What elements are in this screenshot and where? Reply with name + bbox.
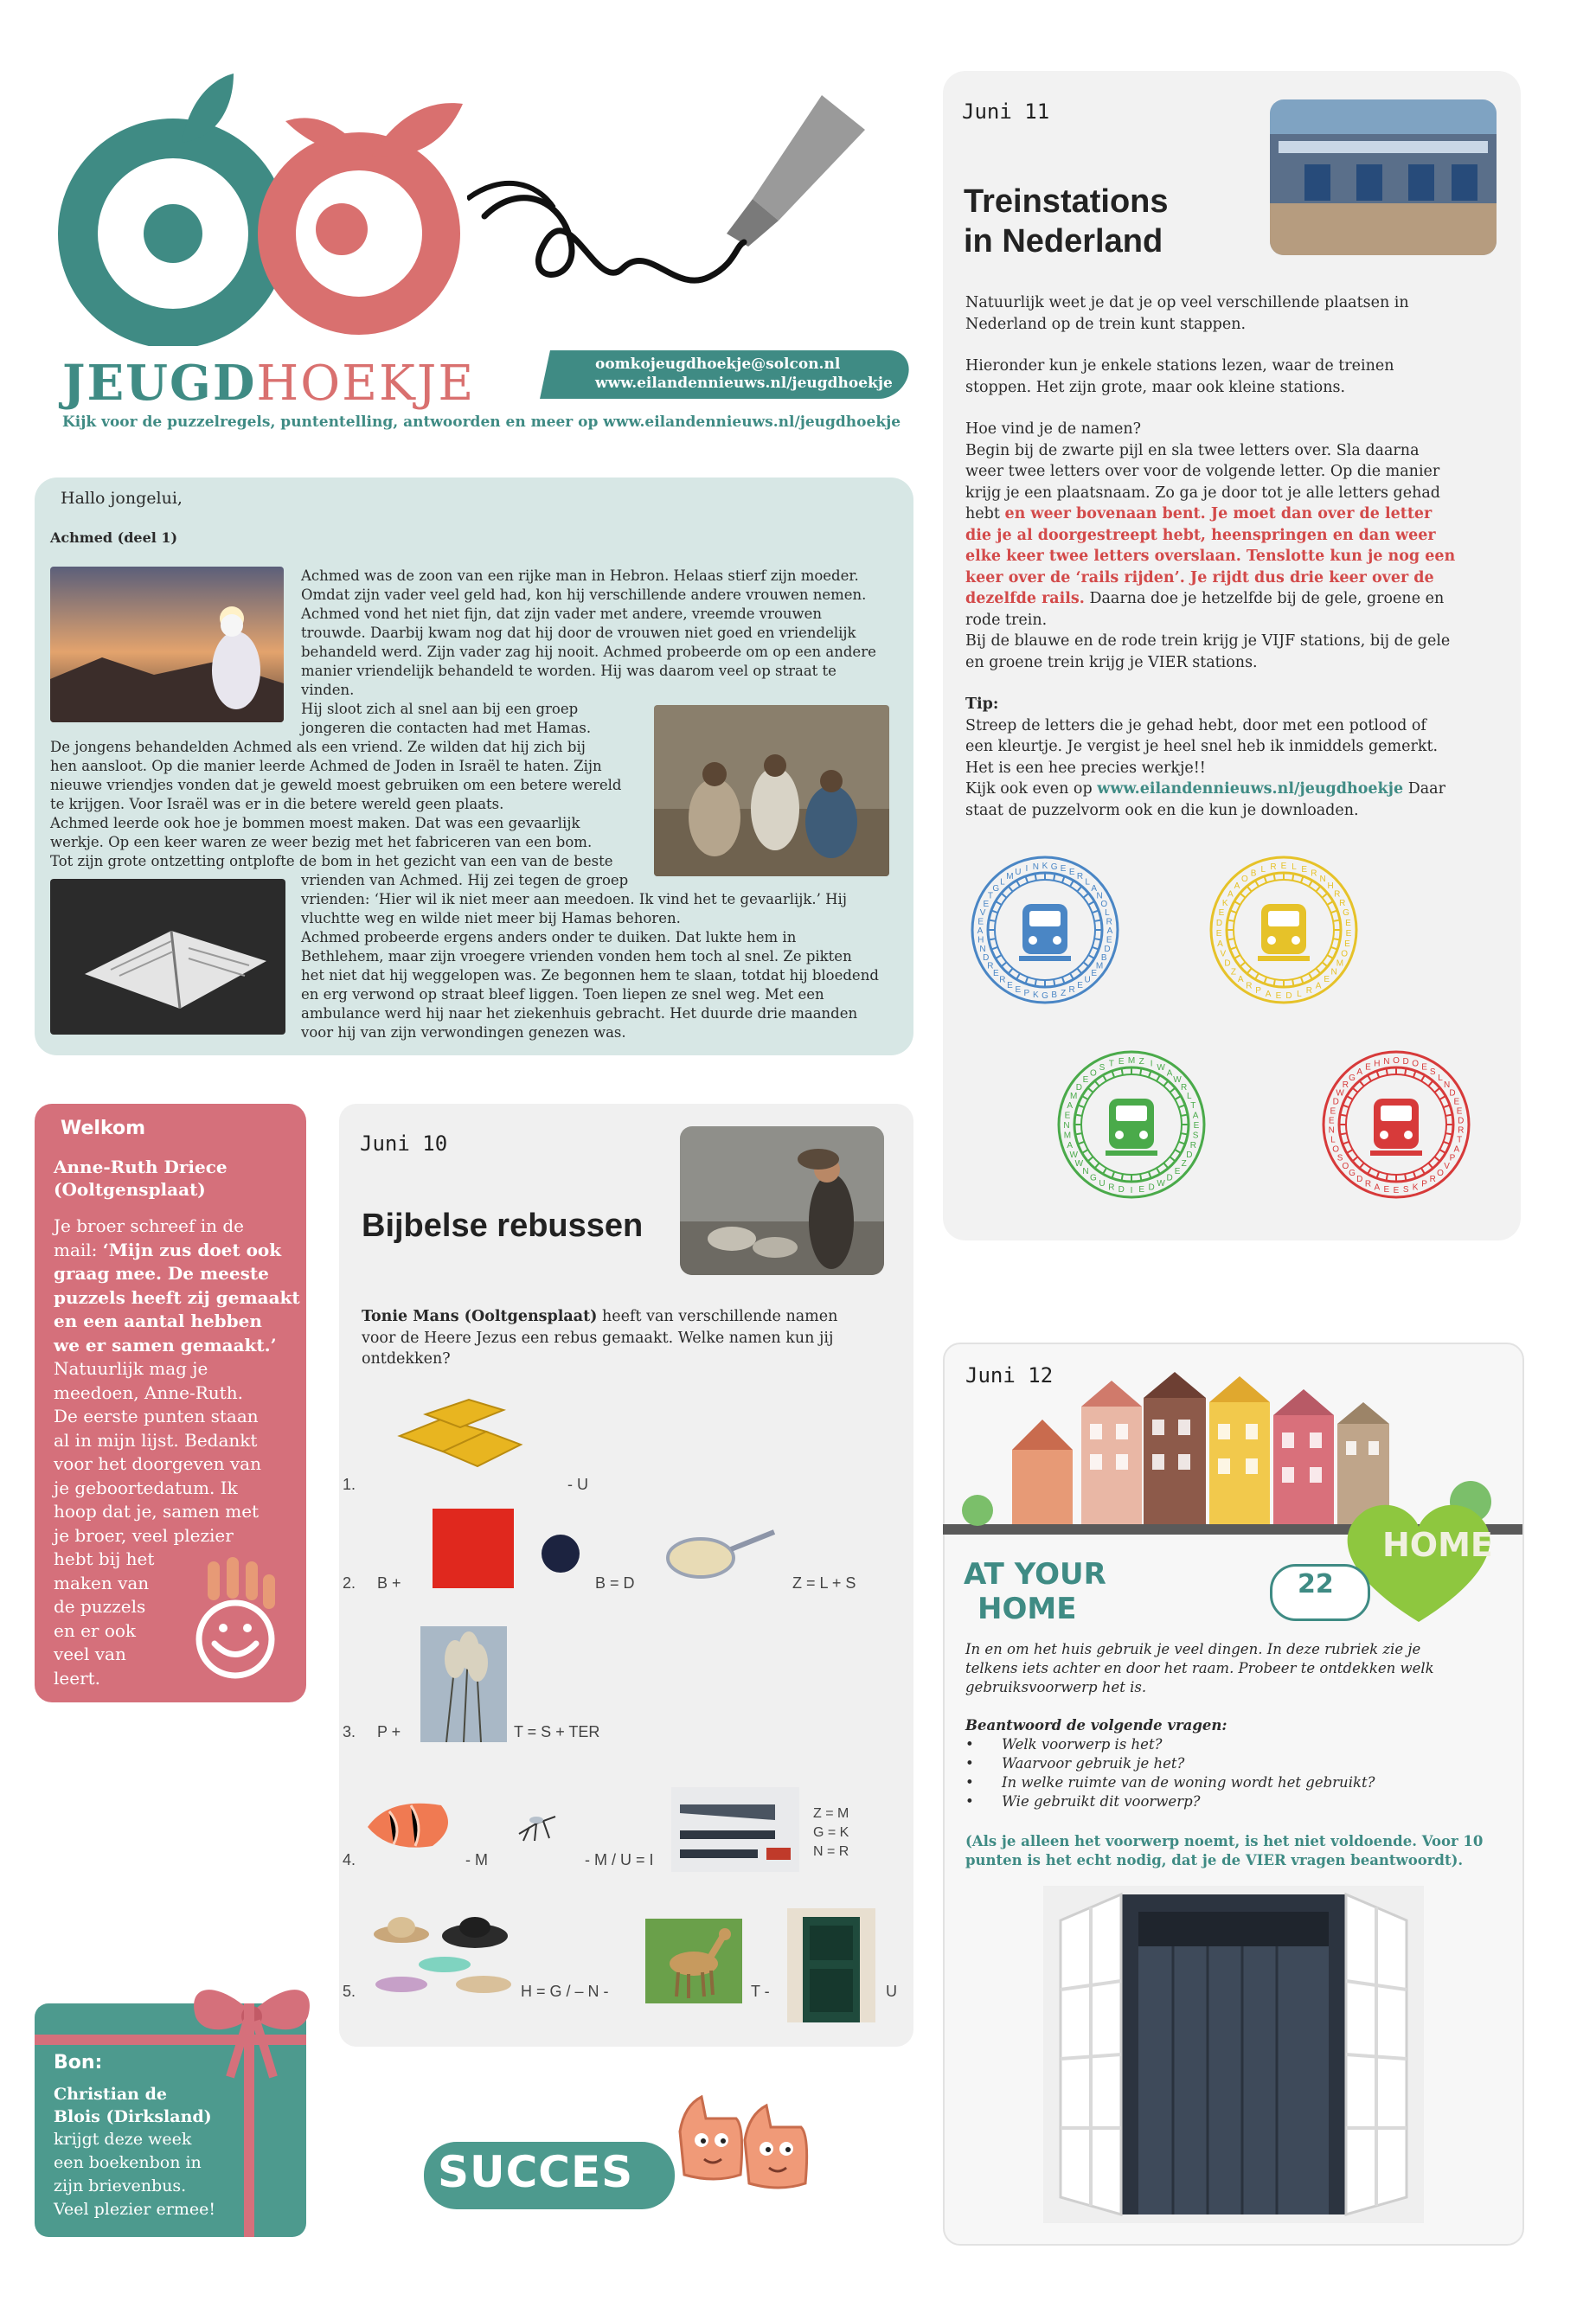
wheel-letter: A xyxy=(1106,926,1113,936)
wheel-letter: V xyxy=(979,907,986,918)
rebus-4-part-1: - M xyxy=(465,1851,488,1868)
wheel-letter: G xyxy=(1042,991,1048,1001)
wheel-letter: R xyxy=(1311,868,1317,879)
hallo-text-top: Achmed was de zoon van een rijke man in Hebron. Helaas stierf zijn moeder. Omdat zijn vader veel geld had, kon hij verschillende andere vrouwen nemen. Achmed vond het niet fijn, dat zijn vader met andere, vreemde vrouwen trouwde. Daarbij kwam nog dat hij door de vrouwen niet goed en vriendelijk behandeld werd. Zijn vader zag hij nooit. Achmed probeerde om op een andere manier vriendelijk behandeld te worden. Hij was daarom veel op straat te vinden. Hij sloot zich al snel aan bij een groep jongeren die contacten had met Hamas. xyxy=(301,567,876,736)
wheel-letter: A xyxy=(1227,889,1234,900)
wheel-letter: W xyxy=(1074,1159,1084,1170)
photo-quran xyxy=(50,879,285,1035)
wheel-letter: D xyxy=(1224,958,1231,969)
wheel-letter: N xyxy=(1444,1080,1451,1091)
home-brand: AT YOUR HOME xyxy=(964,1557,1106,1626)
wheel-letter: B xyxy=(1250,868,1257,879)
rebus-1-part-1: - U xyxy=(567,1476,588,1493)
wheel-letter: V xyxy=(1220,949,1227,959)
window-illustration xyxy=(1043,1886,1424,2223)
pen-illustration xyxy=(467,69,900,346)
bon-text: krijgt deze week een boekenbon in zijn brievenbus. Veel plezier ermee! xyxy=(54,2130,215,2219)
wheel-letter: R xyxy=(1305,985,1313,996)
welkom-line: leert. xyxy=(54,1667,101,1689)
wheel-letter: R xyxy=(1458,1125,1465,1136)
wheel-letter: E xyxy=(1193,1121,1200,1131)
hats-image xyxy=(367,1908,522,2000)
wheel-letter: A xyxy=(1237,975,1244,985)
hallo-text-bottom: vrienden van Achmed. Hij zei tegen de groep vrienden: ‘Hier wil ik niet meer aan meedoen. Ik vind het te gevaarlijk.’ Hij vluchtte weg en wilde niet meer bij Hamas behoren. Achmed probeerde ergens anders onder te duiken. Dat lukte hem in Bethlehem, maar zijn vroegere vrienden vonden hem toch al snel. Ze pikten het niet dat hij weggelopen was. Ze begonnen hem te slaan, totdat hij bloedend en erg verwond op straat bleef liggen. Toen liepen ze snel weg. Met een ambulance werd hij naar het ziekenhuis gebracht. Het duurde drie maanden voor hij van zijn verwondingen genezen was. xyxy=(301,872,879,1041)
rebus-4-part-2: - M / U = I xyxy=(585,1851,654,1868)
question-1: • Welk voorwerp is het? xyxy=(965,1736,1163,1753)
wheel-letter: E xyxy=(1328,1116,1335,1126)
hallo-greeting: Hallo jongelui, xyxy=(61,489,183,508)
wheel-letter: E xyxy=(1421,1062,1427,1073)
wheel-letter: S xyxy=(1336,1153,1343,1163)
wheel-letter: G xyxy=(1090,1173,1097,1183)
wheel-letter: E xyxy=(1106,935,1112,945)
wheel-letter: G xyxy=(1349,1074,1356,1084)
wheel-letter: I xyxy=(1150,1059,1153,1069)
wheel-letter: A xyxy=(1453,1144,1460,1155)
hallo-text-full: De jongens behandelden Achmed als een vriend. Ze wilden dat hij zich bij hen aansloot. Op die manier leerde Achmed de Joden in Israël te haten. Zijn nieuwe vriendjes vonden dat je geweld moest gebruiken om een betere wereld te krijgen. Voor Israël was er in die betere wereld geen plaats. Achmed leerde ook hoe je bommen moest maken. Dat was een gevaarlijk werkje. Op een keer waren ze weer bezig met het fabriceren van een bom. Tot zijn grote ontzetting ontplofte de bom in het gezicht van een van de beste xyxy=(50,739,622,869)
wheel-letter: E xyxy=(1138,1185,1145,1195)
wheel-letter: T xyxy=(1108,1059,1114,1069)
wheel-letter: D xyxy=(1458,1116,1465,1126)
wheel-letter: E xyxy=(1064,1111,1071,1121)
sieve-image xyxy=(657,1519,779,1588)
wheel-letter: E xyxy=(1456,1106,1463,1117)
bon-name: Christian de Blois (Dirksland) xyxy=(54,2085,212,2126)
wheel-letter: L xyxy=(1187,1091,1192,1101)
wheel-letter: D xyxy=(1215,918,1223,928)
wheel-letter: N xyxy=(1328,1125,1335,1136)
wheel-letter: O xyxy=(1241,875,1248,885)
wheel-letter: E xyxy=(1218,908,1225,919)
wheel-letter: A xyxy=(1091,883,1098,894)
wheel-letter: L xyxy=(1105,907,1110,918)
home-questions: Beantwoord de volgende vragen: • Welk voorwerp is het? • Waarvoor gebruik je het? • In welke ruimte van de woning wordt het gebruikt? • Wie gebruikt dit voorwerp? xyxy=(965,1716,1502,1811)
welkom-line: je geboortedatum. Ik xyxy=(54,1477,238,1498)
wheel-letter: D xyxy=(1166,1173,1173,1183)
wheel-letter: A xyxy=(1265,989,1272,999)
wheel-letter: L xyxy=(1000,877,1005,888)
wheel-letter: E xyxy=(1082,1074,1089,1085)
wheel-letter: R xyxy=(1106,917,1112,927)
wheel-letter: K xyxy=(1412,1183,1419,1193)
home-number: 22 xyxy=(1298,1569,1334,1599)
wheel-letter: M xyxy=(1127,1056,1136,1066)
wheel-letter: B xyxy=(1051,990,1058,1001)
wheel-letter: V xyxy=(1444,1161,1450,1171)
welkom-title: Welkom xyxy=(61,1118,146,1139)
wheel-letter: B xyxy=(1100,953,1107,964)
wheel-letter: H xyxy=(977,935,984,945)
wheel-letter: G xyxy=(1349,1168,1356,1178)
rebus-2-part-1: B + xyxy=(377,1574,401,1592)
wheel-letter: D xyxy=(1449,1088,1456,1099)
wheel-letter: L xyxy=(1260,864,1266,875)
wheel-letter: D xyxy=(1148,1183,1155,1193)
wheel-letter: M xyxy=(1063,1131,1072,1141)
rebus-3-part-2: T = S + TER xyxy=(514,1723,600,1740)
wheel-letter: L xyxy=(1438,1074,1443,1084)
blueberry-image xyxy=(542,1535,580,1573)
wheel-letter: E xyxy=(992,969,999,979)
welkom-line: De eerste punten staan xyxy=(54,1406,259,1426)
thumbs-up-icon xyxy=(663,2080,818,2209)
wheel-letter: P xyxy=(1023,988,1030,998)
wheel-letter: Z xyxy=(1061,988,1067,998)
wheel-letter: K xyxy=(1032,990,1039,1001)
wheel-letter: A xyxy=(1192,1111,1199,1121)
salmon-image xyxy=(363,1792,458,1853)
wheel-letter: Z xyxy=(1230,967,1236,977)
welkom-line: meedoen, Anne-Ruth. xyxy=(54,1381,243,1403)
contact-website[interactable]: www.eilandennieuws.nl/jeugdhoekje xyxy=(595,375,893,392)
rebus-number-1: 1. xyxy=(343,1476,356,1493)
question-2: • Waarvoor gebruik je het? xyxy=(965,1755,1185,1772)
wheel-letter: E xyxy=(1174,1167,1181,1177)
rebus-2-part-3: Z = L + S xyxy=(792,1574,856,1592)
rebus-number-4: 4. xyxy=(343,1851,356,1868)
wheel-yellow xyxy=(1197,843,1370,1016)
wheel-letter: E xyxy=(1345,918,1351,928)
wheel-letter: E xyxy=(1324,975,1330,985)
rebus-4-legend: Z = M G = K N = R xyxy=(813,1806,849,1859)
wheel-letter: P xyxy=(1255,985,1261,996)
welkom-line: en een aantal hebben xyxy=(54,1311,262,1331)
wheel-letter: E xyxy=(977,917,984,927)
wheel-letter: O xyxy=(1341,949,1349,959)
question-3: • In welke ruimte van de woning wordt het gebruikt? xyxy=(965,1774,1375,1791)
wheel-letter: N xyxy=(979,945,986,955)
tagline: Kijk voor de puzzelregels, puntentelling, antwoorden en meer op www.eilandennieuws.nl/jeugdhoekje xyxy=(62,413,901,431)
wheel-letter: D xyxy=(1402,1056,1409,1067)
wheel-letter: U xyxy=(1099,1178,1106,1189)
wheel-letter: E xyxy=(1077,981,1083,991)
rebus-date: Juni 10 xyxy=(360,1131,448,1156)
wheel-letter: M xyxy=(1095,961,1104,971)
wheel-letter: R xyxy=(1364,1179,1372,1189)
wheel-letter: D xyxy=(1285,990,1292,1001)
welkom-line: hebt bij het xyxy=(54,1548,155,1569)
gold-bars-image xyxy=(391,1384,529,1479)
wheel-letter: D xyxy=(1104,945,1111,955)
wheel-letter: O xyxy=(1100,899,1108,909)
wheel-letter: W xyxy=(1157,1063,1165,1074)
welkom-line: en er ook xyxy=(54,1619,137,1641)
wheel-letter: D xyxy=(1356,1174,1363,1184)
wheel-letter: E xyxy=(1118,1056,1125,1067)
wheel-letter: I xyxy=(1025,864,1029,875)
home-intro: In en om het huis gebruik je veel dingen. In deze rubriek zie je telkens iets achter en door het raam. Probeer te ontdekken welk gebruiksvoorwerp het is. xyxy=(965,1641,1434,1695)
wheel-red xyxy=(1310,1038,1483,1211)
wheel-letter: D xyxy=(1332,1097,1339,1107)
wheel-letter: S xyxy=(1192,1131,1199,1141)
photo-boys-group xyxy=(654,705,889,876)
wheel-letter: D xyxy=(1075,1082,1082,1093)
wheel-letter: E xyxy=(1383,1185,1390,1195)
wheel-letter: R xyxy=(1246,981,1253,991)
trains-title: Treinstations in Nederland xyxy=(964,183,1169,260)
logo-graphic xyxy=(52,61,467,346)
wheel-letter: N xyxy=(1383,1056,1390,1067)
rebus-intro: Tonie Mans (Ooltgensplaat) heeft van verschillende namen voor de Heere Jezus een rebus gemaakt. Welke namen kun jij ontdekken? xyxy=(362,1308,838,1368)
wheel-letter: A xyxy=(1374,1183,1381,1193)
wheel-letter: T xyxy=(1190,1100,1196,1111)
wheel-letter: T xyxy=(987,891,993,901)
wheel-letter: R xyxy=(1429,1174,1436,1184)
wheel-letter: K xyxy=(1042,862,1048,871)
wheel-letter: E xyxy=(1393,1186,1400,1195)
wheel-letter: W xyxy=(1336,1088,1344,1099)
photo-praying-man xyxy=(50,567,284,722)
wheel-letter: N xyxy=(1063,1121,1070,1131)
rebus-number-3: 3. xyxy=(343,1723,356,1740)
rebus-2-part-2: B = D xyxy=(595,1574,635,1592)
wheel-letter: R xyxy=(1181,1082,1188,1093)
wheel-letter: A xyxy=(1166,1068,1173,1079)
wheel-letter: P xyxy=(1449,1153,1456,1163)
wheel-green xyxy=(1045,1038,1218,1211)
wheel-letter: E xyxy=(1068,867,1075,877)
wheel-letter: E xyxy=(1365,1062,1371,1073)
wheel-letter: R xyxy=(999,975,1006,985)
wheel-letter: M xyxy=(1006,871,1014,881)
welkom-line: we er samen gemaakt.’ xyxy=(54,1334,277,1356)
wheel-letter: R xyxy=(1339,898,1346,908)
wheel-letter: M xyxy=(1070,1091,1078,1101)
tools-image xyxy=(671,1787,799,1872)
rebus-5-part-1: H = G / – N - xyxy=(521,1983,609,2000)
logo xyxy=(52,61,467,346)
hallo-subtitle: Achmed (deel 1) xyxy=(50,529,178,546)
wheel-letter: G xyxy=(1343,908,1349,919)
wheel-letter: A xyxy=(1234,881,1240,892)
wheel-letter: G xyxy=(1050,862,1058,872)
wheel-letter: R xyxy=(1189,1141,1196,1151)
wheel-letter: W xyxy=(1069,1150,1078,1161)
wheel-letter: L xyxy=(1297,989,1302,999)
wheel-letter: G xyxy=(992,883,1000,894)
question-4: • Wie gebruikt dit voorwerp? xyxy=(965,1793,1201,1810)
door-image xyxy=(787,1908,875,2022)
wheel-letter: E xyxy=(1330,1106,1336,1117)
wheel-letter: R xyxy=(1270,862,1277,872)
welkom-line: maken van xyxy=(54,1572,150,1593)
rebus-number-5: 5. xyxy=(343,1983,356,2000)
wheel-letter: T xyxy=(1457,1135,1463,1145)
trains-date: Juni 11 xyxy=(962,99,1050,124)
welkom-line: graag mee. De meeste xyxy=(54,1263,269,1284)
wheel-letter: O xyxy=(1090,1068,1097,1079)
wheel-letter: U xyxy=(1084,975,1091,985)
wheel-letter: W xyxy=(1173,1074,1182,1085)
welkom-line: voor het doorgeven van xyxy=(54,1453,261,1474)
wheel-letter: E xyxy=(1215,929,1222,939)
wheel-letter: I xyxy=(1130,1186,1133,1195)
wheel-letter: H xyxy=(1374,1059,1381,1069)
wheel-letter: D xyxy=(1186,1150,1193,1161)
welkom-name: Anne-Ruth Driece (Ooltgensplaat) xyxy=(54,1157,228,1200)
wheel-letter: R xyxy=(1068,985,1075,996)
wheel-letter: L xyxy=(1292,862,1297,872)
bon-ribbon-horizontal xyxy=(35,2035,306,2045)
wheel-letter: A xyxy=(1356,1067,1363,1078)
wheel-letter: L xyxy=(1330,1135,1336,1145)
wheel-letter: K xyxy=(1221,898,1228,908)
photo-shepherd xyxy=(680,1126,884,1275)
photo-station xyxy=(1270,99,1497,255)
tip-link[interactable]: www.eilandennieuws.nl/jeugdhoekje xyxy=(1097,780,1404,798)
red-square-image xyxy=(433,1509,514,1588)
wheel-letter: W xyxy=(1157,1178,1165,1189)
wheel-letter: E xyxy=(1275,990,1282,1001)
wheel-letter: N xyxy=(1319,875,1326,885)
wheel-letter: N xyxy=(1032,862,1039,872)
contact-email[interactable]: oomkojeugdhoekje@solcon.nl xyxy=(595,356,841,373)
wheel-letter: P xyxy=(1421,1179,1427,1189)
wheel-letter: D xyxy=(1118,1185,1125,1195)
wheel-letter: N xyxy=(1096,891,1103,901)
wheel-letter: O xyxy=(1412,1059,1419,1069)
rebus-5-part-3: U xyxy=(886,1983,897,2000)
wheel-letter: A xyxy=(1067,1100,1074,1111)
wheel-letter: E xyxy=(1301,864,1308,875)
wheel-letter: E xyxy=(1015,985,1022,996)
welkom-line: veel van xyxy=(54,1644,126,1664)
welkom-line: puzzels heeft zij gemaakt xyxy=(54,1286,300,1308)
wheel-letter: O xyxy=(1393,1056,1400,1066)
wheel-letter: O xyxy=(1437,1168,1444,1178)
rebus-number-2: 2. xyxy=(343,1574,356,1592)
wheel-letter: R xyxy=(1334,889,1341,900)
wheel-letter: R xyxy=(1076,871,1084,881)
wheel-letter: R xyxy=(1108,1183,1115,1193)
deer-image xyxy=(645,1919,742,2003)
contact-info xyxy=(595,355,893,393)
succes-text: SUCCES xyxy=(438,2147,634,2197)
wheel-letter: E xyxy=(1280,862,1287,871)
welkom-line: de puzzels xyxy=(54,1596,146,1617)
wheel-letter: A xyxy=(977,926,984,936)
wheel-letter: O xyxy=(1332,1144,1340,1155)
rebus-title: Bijbelse rebussen xyxy=(362,1208,644,1244)
wheel-letter: R xyxy=(987,961,994,971)
wheel-letter: E xyxy=(983,899,990,909)
mosquito-image xyxy=(510,1808,562,1843)
bon-title: Bon: xyxy=(54,2052,103,2073)
wheel-letter: S xyxy=(1402,1185,1409,1195)
welkom-line: hoop dat je, samen met xyxy=(54,1501,260,1522)
wheel-letter: Z xyxy=(1181,1159,1187,1170)
welkom-line: Natuurlijk mag je xyxy=(54,1358,208,1379)
wheel-letter: Z xyxy=(1138,1056,1144,1067)
home-badge-text: HOME xyxy=(1382,1526,1493,1564)
reed-image xyxy=(420,1626,507,1742)
wheel-letter: E xyxy=(1345,929,1352,939)
wheel-letter: A xyxy=(1067,1141,1074,1151)
wheel-letter: E xyxy=(1344,939,1350,950)
wheel-letter: A xyxy=(1315,981,1322,991)
welkom-line: al in mijn lijst. Bedankt xyxy=(54,1429,258,1451)
rebus-3-part-1: P + xyxy=(377,1723,401,1740)
welkom-line: je broer, veel plezier xyxy=(54,1524,234,1546)
wheel-letter: A xyxy=(1217,939,1223,950)
wheel-letter: E xyxy=(1091,969,1098,979)
brand-title: JEUGDHOEKJE xyxy=(62,355,476,412)
wheel-letter: U xyxy=(1015,867,1022,877)
wheel-letter: H xyxy=(1327,881,1334,892)
wheel-letter: S xyxy=(1429,1067,1436,1078)
welkom-line: Je broer schreef in de xyxy=(54,1215,244,1236)
wheel-blue xyxy=(958,843,1131,1016)
wheel-letter: E xyxy=(1007,981,1013,991)
wheel-letter: N xyxy=(1082,1167,1089,1177)
wheel-letter: R xyxy=(1342,1080,1349,1091)
wheel-letter: S xyxy=(1099,1063,1106,1074)
home-date: Juni 12 xyxy=(965,1363,1054,1388)
hand-smiley-icon xyxy=(173,1557,294,1687)
wheel-letter: O xyxy=(1342,1161,1349,1171)
wheel-letter: L xyxy=(1085,877,1090,888)
home-note: (Als je alleen het voorwerp noemt, is het niet voldoende. Voor 10 punten is het echt nodig, dat je de VIER vragen beantwoordt). xyxy=(965,1833,1484,1868)
wheel-letter: N xyxy=(1330,967,1337,977)
wheel-letter: M xyxy=(1336,958,1344,969)
rebus-5-part-2: T - xyxy=(751,1983,770,2000)
welkom-line: mail: ‘Mijn zus doet ook xyxy=(54,1239,282,1260)
wheel-letter: E xyxy=(1453,1097,1460,1107)
wheel-letter: E xyxy=(1060,864,1067,875)
trains-text: Natuurlijk weet je dat je op veel verschillende plaatsen in Nederland op de trein kunt stappen. Hieronder kun je enkele stations lezen, waar de treinen stoppen. Het zijn grote, maar ook kleine stations. Hoe vind je de namen? Begin bij de zwarte pijl en sla twee letters over. Sla daarna weer twee letters over voor de volgende letter. Op die manier krijg je een plaatsnaam. Zo ga je door tot je alle letters gehad hebt en weer bovenaan bent. Je moet dan over de letter die je al doorgestreept hebt, heenspringen en dan weer elke keer twee letters overslaan. Tenslotte kun je nog een keer over de ‘rails rijden’. Je rijdt dus drie keer over de dezelfde rails. Daarna doe je hetzelfde bij de gele, groene en rode trein. Bij de blauwe en de rode trein krijg je VIJF stations, bij de gele en groene trein krijg je VIER stations. Tip: Streep de letters die je gehad hebt, door met een potlood of een kleurtje. Je vergist je heel snel heb ik inmiddels gemerkt. Het is een hee precies werkje!! Kijk ook even op www.eilandennieuws.nl/jeugdhoekje Daar staat de puzzelvorm ook en die kun je downloaden. xyxy=(965,294,1456,819)
wheel-letter: D xyxy=(983,953,990,964)
